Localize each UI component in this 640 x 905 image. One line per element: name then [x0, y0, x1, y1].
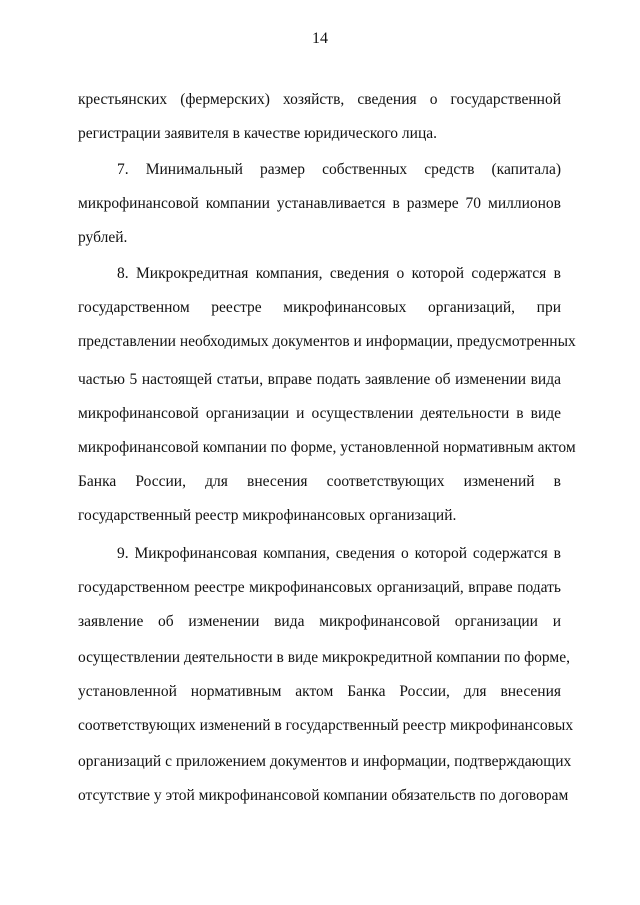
text-line: представлении необходимых документов и информации, предусмотренных	[78, 333, 576, 350]
text-line: частью 5 настоящей статьи, вправе подать заявление об изменении вида	[78, 371, 561, 388]
text-line: рублей.	[78, 229, 128, 246]
text-line: государственный реестр микрофинансовых организаций.	[78, 507, 457, 524]
text-line: соответствующих изменений в государственный реестр микрофинансовых	[78, 717, 574, 734]
page-number: 14	[312, 30, 328, 47]
text-line: заявление об изменении вида микрофинансовой организации и	[78, 613, 561, 630]
text-line: 8. Микрокредитная компания, сведения о которой содержатся в	[117, 265, 561, 282]
text-line: Банка России, для внесения соответствующих изменений в	[78, 473, 561, 490]
text-line: крестьянских (фермерских) хозяйств, сведения о государственной	[78, 91, 561, 108]
text-line: установленной нормативным актом Банка России, для внесения	[78, 683, 561, 700]
text-line: 7. Минимальный размер собственных средств (капитала)	[117, 161, 561, 178]
text-line: государственном реестре микрофинансовых организаций, при	[78, 299, 561, 316]
text-line: осуществлении деятельности в виде микрокредитной компании по форме,	[78, 649, 570, 666]
text-line: регистрации заявителя в качестве юридического лица.	[78, 125, 438, 142]
text-line: микрофинансовой организации и осуществлении деятельности в виде	[78, 405, 561, 422]
text-line: организаций с приложением документов и информации, подтверждающих	[78, 753, 572, 770]
text-line: 9. Микрофинансовая компания, сведения о которой содержатся в	[117, 545, 561, 562]
text-line: микрофинансовой компании устанавливается в размере 70 миллионов	[78, 195, 561, 212]
text-line: государственном реестре микрофинансовых организаций, вправе подать	[78, 579, 561, 596]
text-line: отсутствие у этой микрофинансовой компании обязательств по договорам	[78, 787, 569, 804]
text-line: микрофинансовой компании по форме, установленной нормативным актом	[78, 439, 576, 456]
